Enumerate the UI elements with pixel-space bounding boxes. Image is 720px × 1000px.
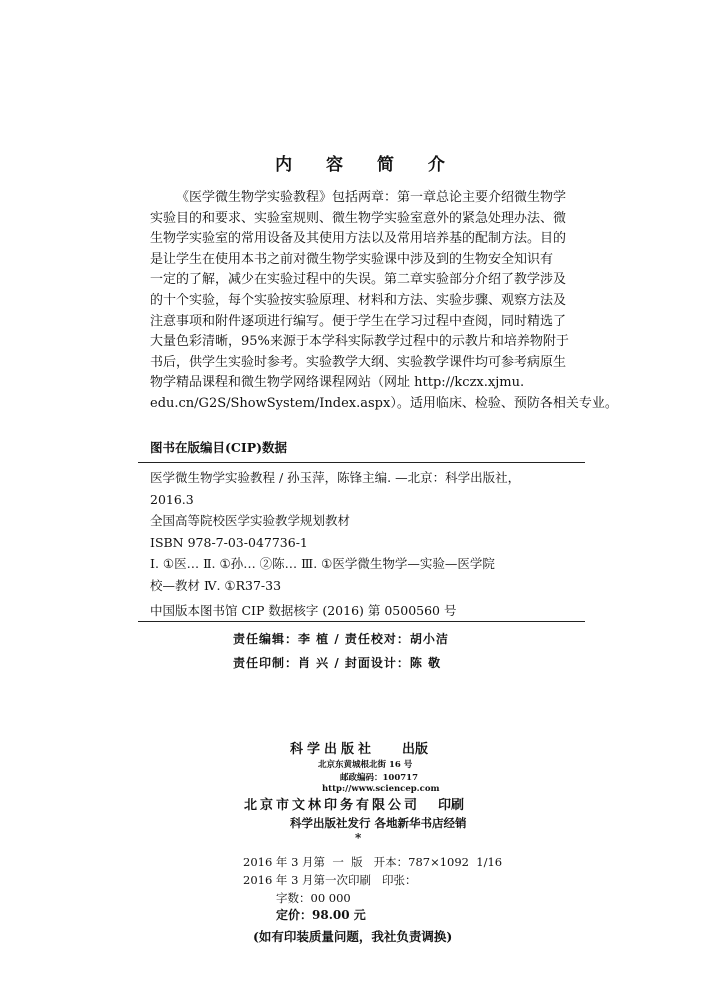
editor-line: 责任编辑：李 植 / 责任校对：胡小洁 — [233, 632, 449, 646]
cip-block — [150, 467, 590, 622]
cip-line: 医学微生物学实验教程 / 孙玉萍，陈锋主编. —北京：科学出版社， — [150, 470, 521, 485]
publisher-address: 北京东黄城根北街 16 号 — [318, 760, 413, 770]
intro-line: 生物学实验室的常用设备及其使用方法以及常用培养基的配制方法。目的 — [150, 231, 567, 247]
publisher-postcode: 邮政编码：100717 — [340, 773, 418, 783]
intro-line: edu.cn/G2S/ShowSystem/Index.aspx）。适用临床、检验、预防各相关专业。 — [150, 395, 618, 411]
cip-line: ISBN 978-7-03-047736-1 — [150, 534, 308, 550]
editor-line: 责任印制：肖 兴 / 封面设计：陈 敬 — [233, 656, 442, 670]
cip-line: 2016.3 — [150, 491, 194, 507]
separator-star: * — [355, 831, 362, 845]
cip-line: 校—教材 Ⅳ. ①R37-33 — [150, 577, 282, 593]
intro-line: 的十个实验，每个实验按实验原理、材料和方法、实验步骤、观察方法及 — [150, 292, 567, 308]
intro-paragraph — [150, 188, 618, 415]
divider-bottom — [138, 621, 585, 622]
publisher-suffix: 出版 — [402, 742, 429, 757]
printer-name: 北京市文林印务有限公司 — [244, 798, 421, 813]
edition-line: 2016 年 3 月第 一 版 开本：787×1092 1/16 — [243, 855, 503, 869]
quality-notice: (如有印装质量问题，我社负责调换) — [253, 929, 453, 944]
cip-line: 全国高等院校医学实验教学规划教材 — [150, 513, 351, 528]
distribution-line: 科学出版社发行 各地新华书店经销 — [290, 816, 467, 830]
intro-line: 一定的了解，减少在实验过程中的失误。第二章实验部分介绍了教学涉及 — [150, 272, 567, 288]
divider-top — [138, 462, 585, 463]
intro-line: 实验目的和要求、实验室规则、微生物学实验室意外的紧急处理办法、微 — [150, 210, 567, 226]
cip-verification: 中国版本图书馆 CIP 数据核字 (2016) 第 0500560 号 — [150, 603, 457, 618]
intro-line: 是让学生在使用本书之前对微生物学实验课中涉及到的生物安全知识有 — [150, 251, 554, 267]
intro-line: 《医学微生物学实验教程》包括两章：第一章总论主要介绍微生物学 — [176, 190, 567, 205]
intro-line: 大量色彩清晰，95%来源于本学科实际教学过程中的示教片和培养物附于 — [150, 334, 569, 350]
publisher-website: http://www.sciencep.com — [322, 784, 440, 794]
cip-line: Ⅰ. ①医… Ⅱ. ①孙… ②陈… Ⅲ. ①医学微生物学—实验—医学院 — [150, 556, 495, 571]
publisher-name: 科学出版社 — [290, 742, 376, 757]
intro-line: 注意事项和附件逐项进行编写。便于学生在学习过程中查阅，同时精选了 — [150, 313, 567, 329]
price: 定价：98.00 元 — [276, 908, 366, 922]
printer-suffix: 印刷 — [438, 798, 465, 813]
word-count: 字数：00 000 — [276, 891, 351, 905]
intro-line: 物学精品课程和微生物学网络课程网站（网址 http://kczx.xjmu. — [150, 375, 525, 391]
cip-heading: 图书在版编目(CIP)数据 — [150, 440, 288, 455]
section-title: 内 容 简 介 — [275, 155, 459, 175]
edition-line: 2016 年 3 月第一次印刷 印张： — [243, 873, 417, 887]
intro-line: 书后，供学生实验时参考。实验教学大纲、实验教学课件均可参考病原生 — [150, 354, 567, 370]
